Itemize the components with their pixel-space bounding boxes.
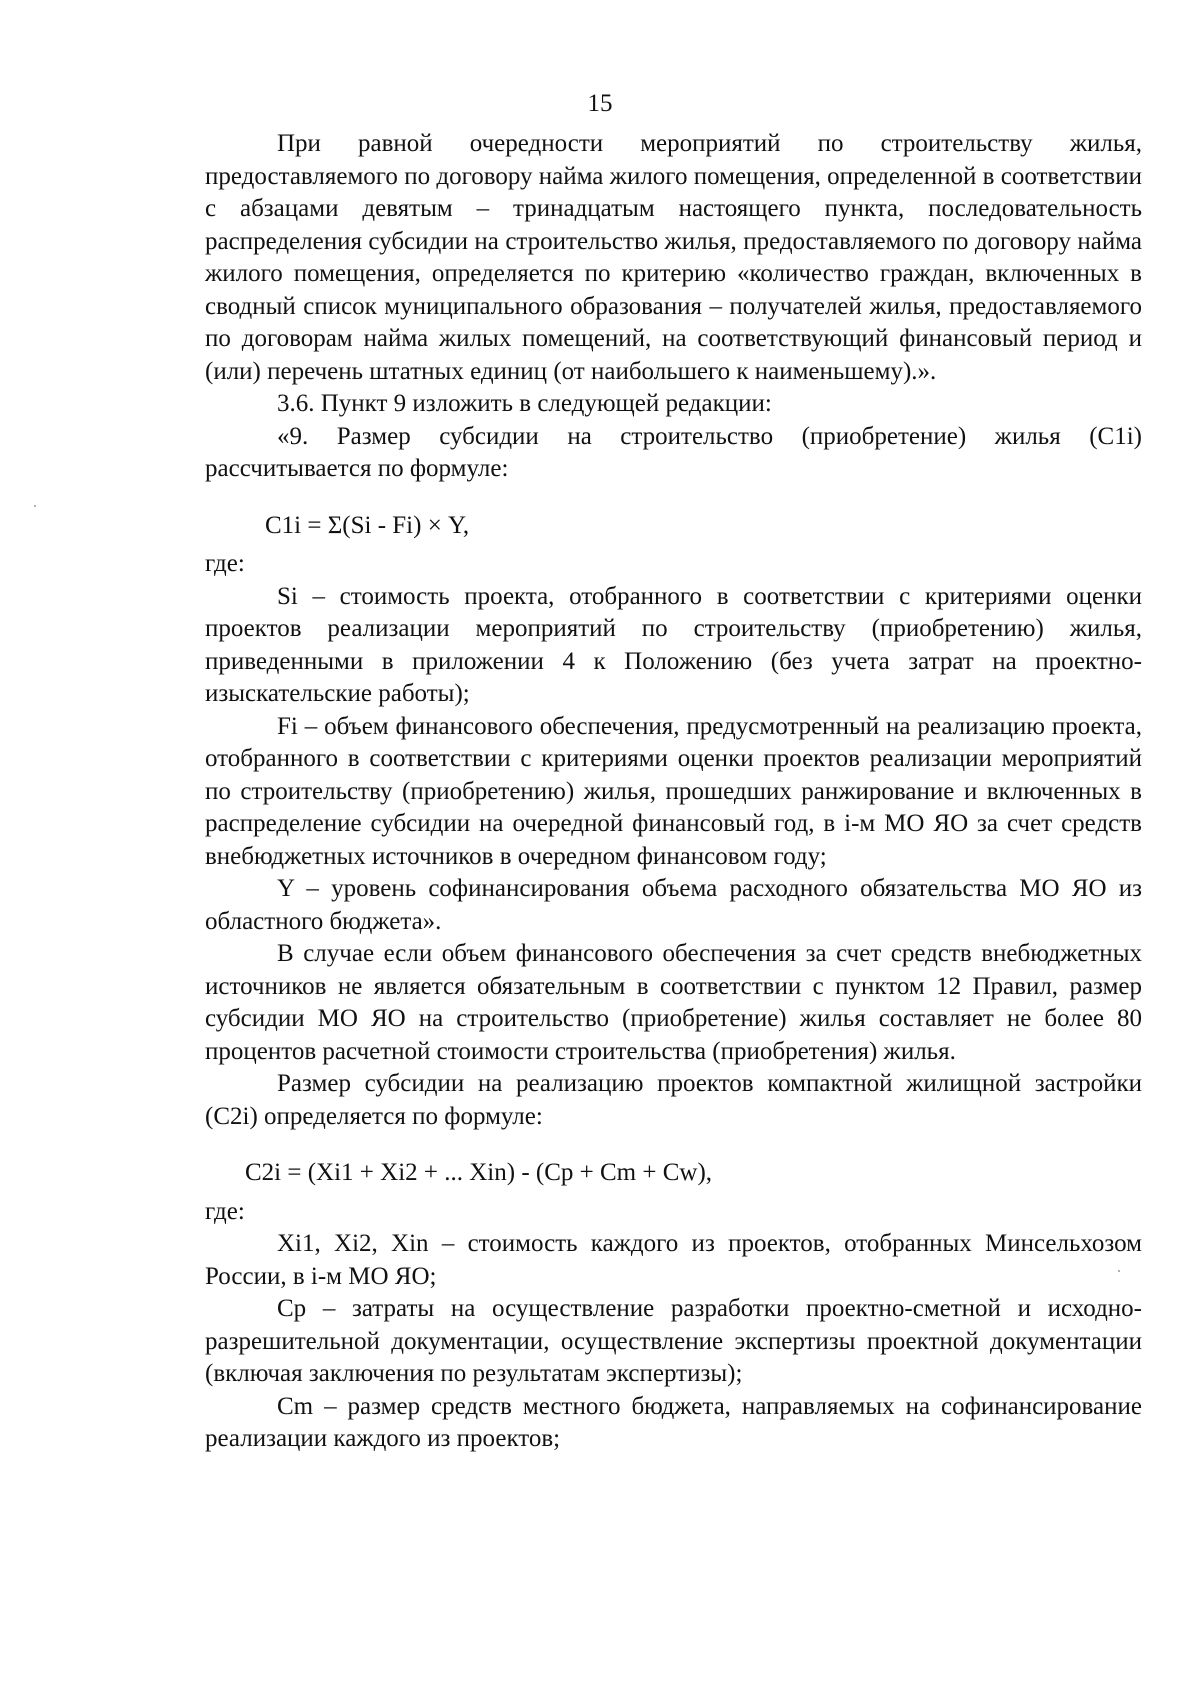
paragraph-subsidy-c2i: Размер субсидии на реализацию проектов компактной жилищной застройки (C2i) определяется по формуле: bbox=[205, 1070, 1142, 1130]
page-number: 15 bbox=[587, 90, 613, 117]
definition-si: Si – стоимость проекта, отобранного в соответствии с критериями оценки проектов реализации мероприятий по строительству (приобретению) жилья, приведенными в приложении 4 к Положению (без учета затрат на проектно-изыскательские работы); bbox=[205, 582, 1142, 707]
where-label: где: bbox=[205, 550, 245, 577]
formula-c2i: C2i = (Xi1 + Xi2 + ... Xin) - (Cp + Cm + Cw), bbox=[245, 1159, 713, 1186]
paragraph-extrabudgetary-case: В случае если объем финансового обеспечения за счет средств внебюджетных источников не является обязательным в соответствии с пунктом 12 Правил, размер субсидии МО ЯО на строительство (приобретение) жилья составляет не более 80 процентов расчетной стоимости строительства (приобретения) жилья. bbox=[205, 940, 1142, 1065]
formula-c1i: C1i = Σ(Si - Fi) × Y, bbox=[265, 511, 470, 539]
document-body bbox=[205, 128, 1142, 1456]
paragraph-equal-priority: При равной очередности мероприятий по строительству жилья, предоставляемого по договору найма жилого помещения, определенной в соответствии с абзацами девятым – тринадцатым настоящего пункта, последовательность распределения субсидии на строительство жилья, предоставляемого по договору найма жилого помещения, определяется по критерию «количество граждан, включенных в сводный список муниципального образования – получателей жилья, предоставляемого по договорам найма жилых помещений, на соответствующий финансовый период и (или) перечень штатных единиц (от наибольшего к наименьшему).». bbox=[205, 130, 1142, 385]
definition-xi: Xi1, Xi2, Xin – стоимость каждого из проектов, отобранных Минсельхозом России, в i-м МО ЯО; bbox=[205, 1230, 1142, 1290]
paragraph-point-3-6: 3.6. Пункт 9 изложить в следующей редакции: bbox=[277, 390, 772, 417]
definition-cp: Cp – затраты на осуществление разработки проектно-сметной и исходно-разрешительной документации, осуществление экспертизы проектной документации (включая заключения по результатам экспертизы); bbox=[205, 1295, 1142, 1387]
scan-speck bbox=[1118, 1270, 1120, 1272]
definition-fi: Fi – объем финансового обеспечения, предусмотренный на реализацию проекта, отобранного в соответствии с критериями оценки проектов реализации мероприятий по строительству (приобретению) жилья, прошедших ранжирование и включенных в распределение субсидии на очередной финансовый год, в i-м МО ЯО за счет средств внебюджетных источников в очередном финансовом году; bbox=[205, 712, 1142, 870]
where-label: где: bbox=[205, 1197, 245, 1225]
paragraph-subsidy-c1i: «9. Размер субсидии на строительство (приобретение) жилья (C1i) рассчитывается по формуле: bbox=[205, 422, 1142, 482]
scan-speck bbox=[34, 505, 36, 507]
definition-cm: Cm – размер средств местного бюджета, направляемых на софинансирование реализации каждого из проектов; bbox=[205, 1392, 1142, 1452]
definition-y: Y – уровень софинансирования объема расходного обязательства МО ЯО из областного бюджета». bbox=[205, 875, 1142, 935]
